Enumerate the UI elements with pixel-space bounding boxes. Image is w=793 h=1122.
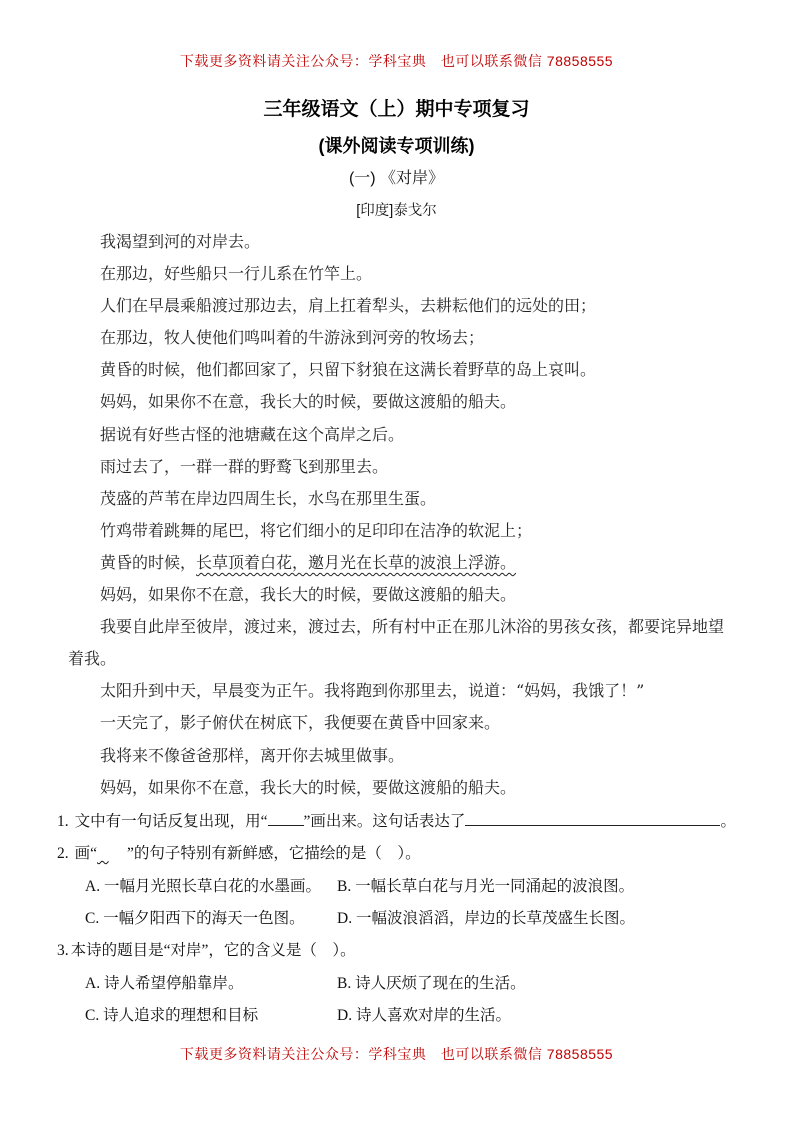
poem-line: 我要自此岸至彼岸，渡过来，渡过去，所有村中正在那儿沐浴的男孩女孩，都要诧异地望着我。 <box>68 617 725 669</box>
poem-line: 雨过去了，一群一群的野鹜飞到那里去。 <box>100 456 389 476</box>
option-c: C. 一幅夕阳西下的海天一色图。 <box>85 909 305 927</box>
long-blank-line <box>465 824 720 826</box>
question-2-text-a: 画“ <box>74 845 98 863</box>
poem-line: 太阳升到中天，早晨变为正午。我将跑到你那里去，说道：“妈妈，我饿了！” <box>100 681 645 701</box>
option-b: B. 一幅长草白花与月光一同涌起的波浪图。 <box>337 877 635 895</box>
section-heading: (一) 《对岸》 <box>348 170 445 187</box>
poem-line: 妈妈，如果你不在意，我长大的时候，要做这渡船的船夫。 <box>100 585 517 605</box>
header-notice: 下载更多资料请关注公众号：学科宝典 也可以联系微信 78858555 <box>179 53 614 69</box>
option-d: D. 一幅波浪滔滔，岸边的长草茂盛生长图。 <box>337 909 635 927</box>
poem-line: 在那边，好些船只一行儿系在竹竿上。 <box>100 264 373 284</box>
option-a: A. 一幅月光照长草白花的水墨画。 <box>85 877 321 895</box>
question-2-text-b: ”的句子特别有新鲜感，它描绘的是（ ）。 <box>127 845 421 863</box>
question-1-text-c: 。 <box>720 812 736 830</box>
poem-line: 一天完了，影子俯伏在树底下，我便要在黄昏中回家来。 <box>100 713 501 733</box>
poem-line: 茂盛的芦苇在岸边四周生长，水鸟在那里生蛋。 <box>100 488 437 508</box>
short-blank-line <box>268 824 304 826</box>
poem-line: 黄昏的时候，他们都回家了，只留下豺狼在这满长着野草的岛上哀叫。 <box>100 360 597 380</box>
poem-line: 竹鸡带着跳舞的尾巴，将它们细小的足印印在洁净的软泥上； <box>100 520 533 540</box>
poem-line: 人们在早晨乘船渡过那边去，肩上扛着犁头，去耕耘他们的远处的田； <box>100 296 597 316</box>
question-1-number: 1. <box>57 812 69 830</box>
wavy-line-symbol <box>97 838 127 870</box>
question-2-options-row-2 <box>57 903 736 935</box>
poem-line: 妈妈，如果你不在意，我长大的时候，要做这渡船的船夫。 <box>100 777 517 797</box>
question-2-number: 2. <box>57 845 69 863</box>
poem-line-wavy-underlined: 黄昏的时候，长草顶着白花，邀月光在长草的波浪上浮游。 <box>100 552 517 572</box>
wavy-underlined-sentence: 长草顶着白花，邀月光在长草的波浪上浮游。 <box>196 552 517 572</box>
page-subtitle: (课外阅读专项训练) <box>318 136 475 156</box>
author-line: [印度]泰戈尔 <box>356 203 437 219</box>
question-2-options-row-1 <box>57 871 736 903</box>
question-1-text-b: ”画出来。这句话表达了 <box>303 812 466 830</box>
poem-line: 我将来不像爸爸那样，离开你去城里做事。 <box>100 745 405 765</box>
poem <box>57 226 736 804</box>
option-c: C. 诗人追求的理想和目标 <box>85 1007 259 1025</box>
question-3-options-row-1 <box>57 968 736 1000</box>
question-2 <box>57 838 736 870</box>
question-3 <box>57 935 736 967</box>
questions <box>57 806 736 1033</box>
question-3-number: 3. <box>57 942 69 960</box>
option-d: D. 诗人喜欢对岸的生活。 <box>337 1007 511 1025</box>
question-1-text-a: 文中有一句话反复出现，用“ <box>74 812 268 830</box>
option-b: B. 诗人厌烦了现在的生活。 <box>337 974 526 992</box>
footer-notice: 下载更多资料请关注公众号：学科宝典 也可以联系微信 78858555 <box>179 1045 614 1062</box>
poem-line: 我渴望到河的对岸去。 <box>100 232 261 251</box>
question-1 <box>57 806 736 838</box>
question-3-options-row-2 <box>57 1000 736 1032</box>
poem-line: 据说有好些古怪的池塘藏在这个高岸之后。 <box>100 424 405 444</box>
poem-line: 妈妈，如果你不在意，我长大的时候，要做这渡船的船夫。 <box>100 392 517 412</box>
poem-line: 在那边，牧人使他们鸣叫着的牛游泳到河旁的牧场去； <box>100 328 485 348</box>
page-title: 三年级语文（上）期中专项复习 <box>263 99 530 120</box>
question-3-text: 本诗的题目是“对岸”，它的含义是（ ）。 <box>70 942 356 960</box>
option-a: A. 诗人希望停船靠岸。 <box>85 974 244 992</box>
